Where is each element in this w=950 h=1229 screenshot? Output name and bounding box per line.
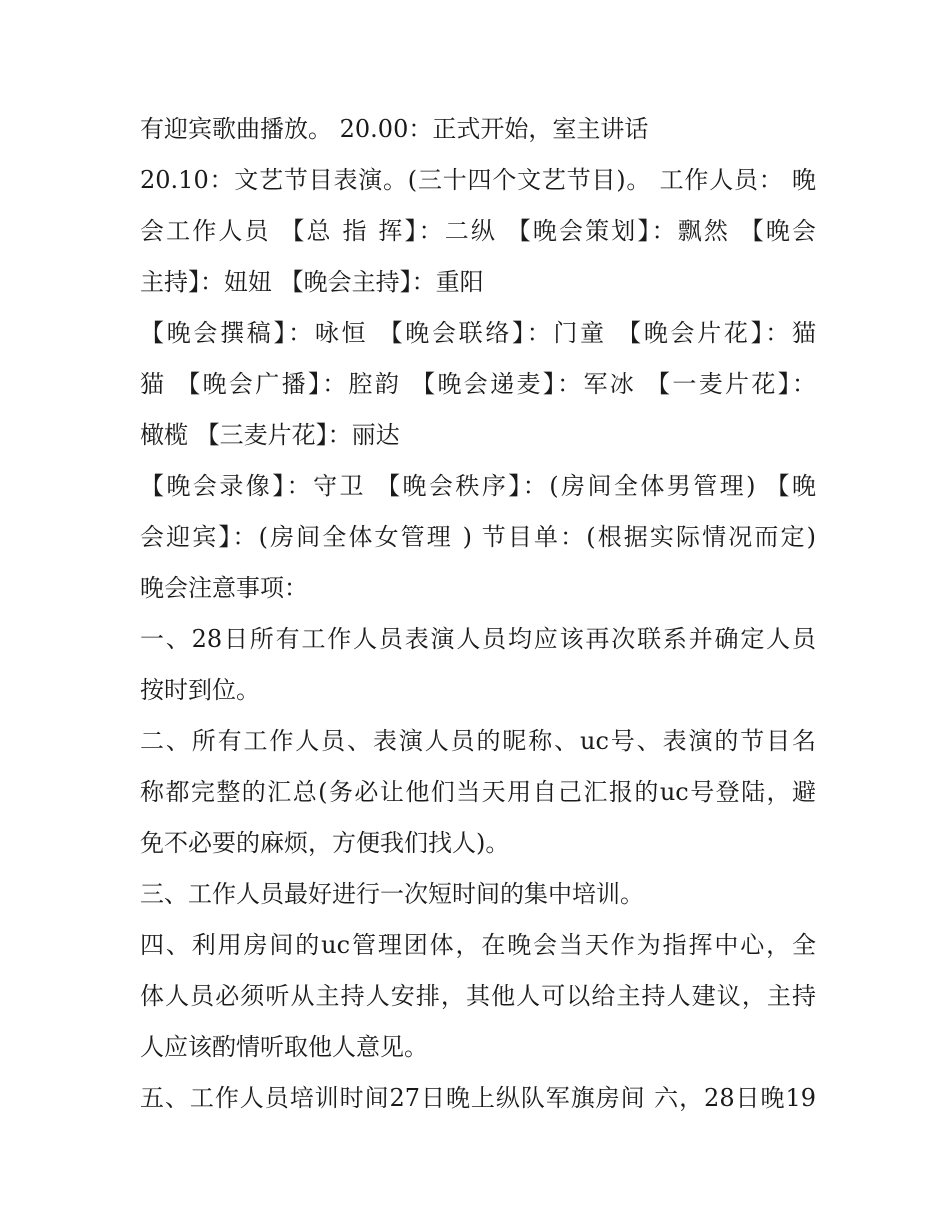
text-line: 二、所有工作人员、表演人员的昵称、uc号、表演的节目名 xyxy=(140,727,816,755)
text-line: 四、利用房间的uc管理团体，在晚会当天作为指挥中心，全 xyxy=(140,931,816,959)
text-line: 体人员必须听从主持人安排，其他人可以给主持人建议，主持 xyxy=(140,982,816,1010)
text-line: 晚会注意事项： xyxy=(140,574,308,602)
text-line: 橄榄 【三麦片花】：丽达 xyxy=(140,421,400,449)
document-body xyxy=(140,104,816,1124)
text-line: 20.10：文艺节目表演。(三十四个文艺节目)。 工作人员： 晚 xyxy=(140,166,816,194)
text-line: 【晚会撰稿】：咏恒 【晚会联络】：门童 【晚会片花】：猫 xyxy=(140,319,816,347)
text-line: 一、28日所有工作人员表演人员均应该再次联系并确定人员 xyxy=(140,625,816,653)
text-line: 五、工作人员培训时间27日晚上纵队军旗房间 六，28日晚19 xyxy=(140,1084,816,1112)
text-line: 三、工作人员最好进行一次短时间的集中培训。 xyxy=(140,880,644,908)
text-line: 主持】：妞妞 【晚会主持】：重阳 xyxy=(140,268,484,296)
text-line: 按时到位。 xyxy=(140,676,260,704)
text-line: 称都完整的汇总(务必让他们当天用自己汇报的uc号登陆，避 xyxy=(140,778,816,806)
text-line: 【晚会录像】：守卫 【晚会秩序】：(房间全体男管理) 【晚 xyxy=(140,472,816,500)
text-line: 会迎宾】：(房间全体女管理 ) 节目单：(根据实际情况而定) xyxy=(140,523,816,551)
text-line: 有迎宾歌曲播放。 20.00：正式开始，室主讲话 xyxy=(140,115,649,143)
text-line: 猫 【晚会广播】：腔韵 【晚会递麦】：军冰 【一麦片花】： xyxy=(140,370,816,398)
text-line: 免不必要的麻烦，方便我们找人)。 xyxy=(140,829,510,857)
text-line: 人应该酌情听取他人意见。 xyxy=(140,1033,428,1061)
text-line: 会工作人员 【总 指 挥】：二纵 【晚会策划】：飘然 【晚会 xyxy=(140,217,816,245)
